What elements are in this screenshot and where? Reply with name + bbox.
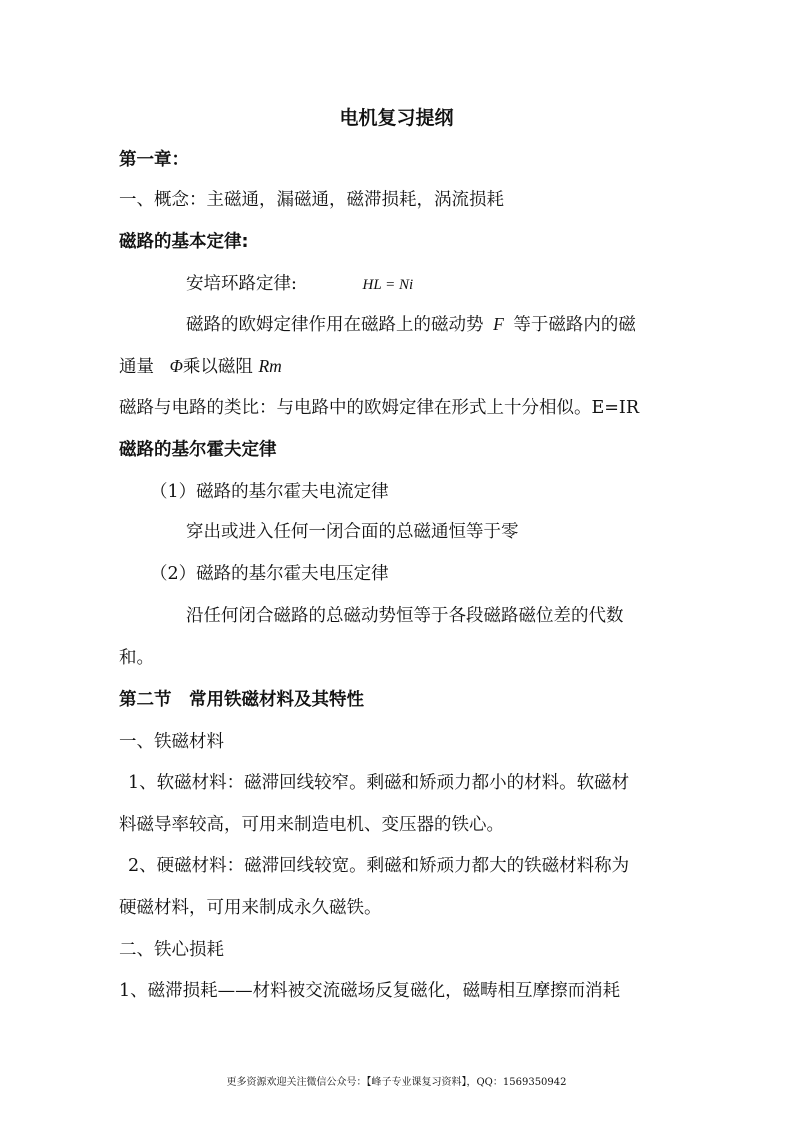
ampere-formula: HL = Ni bbox=[362, 277, 414, 293]
symbol-f: F bbox=[493, 314, 504, 334]
chapter-heading: 第一章： bbox=[119, 150, 189, 170]
text: 等于磁路内的磁 bbox=[513, 315, 636, 335]
section-heading: 第二节 常用铁磁材料及其特性 bbox=[119, 690, 364, 710]
paragraph: 磁路与电路的类比：与电路中的欧姆定律在形式上十分相似。E=IR bbox=[119, 398, 640, 418]
paragraph: 一、铁磁材料 bbox=[119, 732, 224, 752]
text: 磁路的欧姆定律作用在磁路上的磁动势 bbox=[186, 315, 484, 335]
section-heading: 磁路的基尔霍夫定律 bbox=[119, 440, 277, 460]
paragraph: （1）磁路的基尔霍夫电流定律 bbox=[150, 482, 389, 502]
paragraph: 沿任何闭合磁路的总磁动势恒等于各段磁路磁位差的代数 bbox=[186, 606, 624, 626]
paragraph: 硬磁材料，可用来制成永久磁铁。 bbox=[119, 898, 382, 918]
paragraph: 2、硬磁材料：磁滞回线较宽。剩磁和矫顽力都大的铁磁材料称为 bbox=[128, 856, 630, 876]
paragraph bbox=[186, 273, 413, 296]
symbol-phi: Φ bbox=[169, 356, 183, 376]
paragraph: 1、软磁材料：磁滞回线较窄。剩磁和矫顽力都小的材料。软磁材 bbox=[128, 773, 630, 793]
paragraph: 一、概念：主磁通，漏磁通，磁滞损耗，涡流损耗 bbox=[119, 190, 504, 210]
page-title: 电机复习提纲 bbox=[339, 107, 454, 129]
paragraph: 1、磁滞损耗——材料被交流磁场反复磁化，磁畴相互摩擦而消耗 bbox=[119, 981, 621, 1001]
paragraph: 料磁导率较高，可用来制造电机、变压器的铁心。 bbox=[119, 815, 504, 835]
symbol-rm: Rm bbox=[258, 356, 282, 376]
paragraph bbox=[119, 355, 282, 378]
section-heading: 磁路的基本定律: bbox=[119, 232, 249, 252]
page-footer: 更多资源欢迎关注微信公众号：【峰子专业课复习资料】，QQ：1569350942 bbox=[226, 1077, 567, 1088]
text: 通量 bbox=[119, 357, 154, 377]
paragraph: （2）磁路的基尔霍夫电压定律 bbox=[150, 564, 389, 584]
paragraph: 和。 bbox=[119, 648, 154, 668]
paragraph: 二、铁心损耗 bbox=[119, 940, 224, 960]
paragraph bbox=[186, 313, 636, 336]
text: 乘以磁阻 bbox=[182, 357, 253, 377]
paragraph: 穿出或进入任何一闭合面的总磁通恒等于零 bbox=[186, 522, 519, 542]
ampere-label: 安培环路定律: bbox=[186, 274, 297, 294]
